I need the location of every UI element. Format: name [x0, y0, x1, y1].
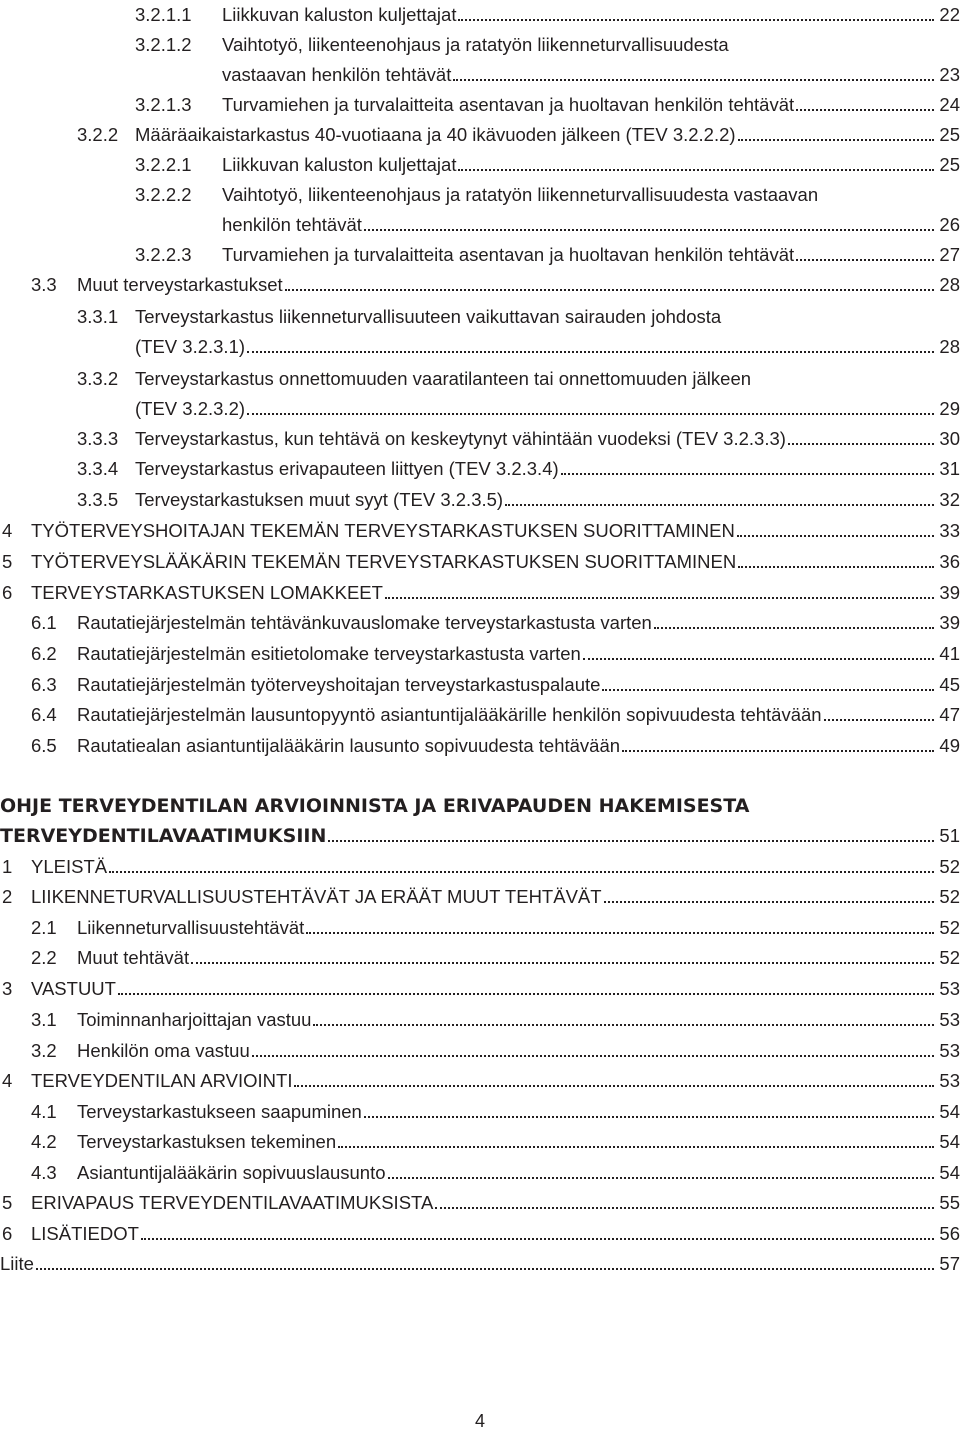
toc-entry-page: 52 [939, 856, 960, 877]
toc-entry-number: 3.2.2.1 [135, 154, 192, 175]
toc-entry-number: 6.2 [31, 643, 57, 664]
toc-entry-title: Muut terveystarkastukset [77, 270, 283, 300]
toc-entry-number: 3.3.3 [77, 428, 119, 449]
dot-leader [141, 1237, 934, 1240]
toc-entry[interactable] [0, 943, 960, 973]
toc-entry-title: Turvamiehen ja turvalaitteita asentavan ja huoltavan henkilön tehtävät [222, 90, 794, 120]
toc-entry-number: 3.3 [31, 274, 57, 295]
toc-entry-number: 3.2 [31, 1040, 57, 1061]
toc-entry-title: Toiminnanharjoittajan vastuu [77, 1005, 311, 1035]
toc-entry-page: 54 [939, 1162, 960, 1183]
toc-entry-title: Liikkuvan kaluston kuljettajat [222, 0, 456, 30]
toc-entry-title: (TEV 3.2.3.1) [135, 332, 245, 362]
toc-entry-title: Rautatiejärjestelmän työterveyshoitajan terveystarkastuspalaute [77, 670, 600, 700]
toc-entry-title: TERVEYSTARKASTUKSEN LOMAKKEET [31, 578, 383, 608]
toc-entry-page: 23 [939, 64, 960, 85]
dot-leader [796, 258, 934, 261]
toc-entry-page: 30 [939, 428, 960, 449]
dot-leader [788, 442, 934, 445]
toc-entry[interactable] [0, 639, 960, 669]
toc-entry-title: LISÄTIEDOT [31, 1219, 139, 1249]
toc-entry-title: YLEISTÄ [31, 852, 107, 882]
toc-entry-title: Liikkuvan kaluston kuljettajat [222, 150, 456, 180]
dot-leader [796, 108, 934, 111]
toc-entry-continuation[interactable] [0, 332, 960, 362]
dot-leader [252, 1054, 934, 1057]
toc-entry-title: Rautatiejärjestelmän lausuntopyyntö asiantuntijalääkärille henkilön sopivuudesta tehtävään [77, 700, 822, 730]
toc-entry-page: 36 [939, 551, 960, 572]
toc-entry-title: VASTUUT [31, 974, 116, 1004]
toc-entry-page: 49 [939, 735, 960, 756]
toc-entry-number: 6.3 [31, 674, 57, 695]
dot-leader [118, 992, 934, 995]
toc-entry-number: 1 [2, 856, 13, 877]
toc-entry-page: 27 [939, 244, 960, 265]
section-heading-line1[interactable]: OHJE TERVEYDENTILAN ARVIOINNISTA JA ERIVAPAUDEN HAKEMISESTA [0, 795, 750, 817]
toc-entry[interactable] [0, 0, 960, 30]
toc-entry-title: Rautatiealan asiantuntijalääkärin lausunto sopivuudesta tehtävään [77, 731, 620, 761]
toc-entry-page: 32 [939, 489, 960, 510]
toc-entry-page: 52 [939, 917, 960, 938]
toc-entry[interactable] [0, 1005, 960, 1035]
dot-leader [435, 1206, 934, 1209]
toc-entry-number: 3 [2, 978, 13, 999]
toc-entry-page: 53 [939, 1070, 960, 1091]
toc-entry-title: Asiantuntijalääkärin sopivuuslausunto [77, 1158, 386, 1188]
toc-entry-title: Terveystarkastus, kun tehtävä on keskeytynyt vähintään vuodeksi (TEV 3.2.3.3) [135, 424, 786, 454]
toc-entry[interactable] [0, 516, 960, 546]
toc-entry[interactable] [0, 700, 960, 730]
section-heading-entry[interactable] [0, 821, 960, 851]
toc-entry[interactable] [0, 1036, 960, 1066]
toc-entry-number: 4.1 [31, 1101, 57, 1122]
toc-entry-title: Terveystarkastuksen tekeminen [77, 1127, 336, 1157]
toc-entry-page: 22 [939, 4, 960, 25]
dot-leader [364, 1115, 934, 1118]
toc-entry-page: 26 [939, 214, 960, 235]
toc-entry-title: TERVEYDENTILAN ARVIOINTI [31, 1066, 292, 1096]
dot-leader [824, 718, 934, 721]
dot-leader [602, 688, 934, 691]
toc-entry-title: Liite [0, 1249, 34, 1279]
dot-leader [453, 78, 934, 81]
dot-leader [285, 288, 934, 291]
toc-entry-number: 2.2 [31, 947, 57, 968]
toc-entry-title: (TEV 3.2.3.2) [135, 394, 245, 424]
toc-entry-page: 54 [939, 1131, 960, 1152]
dot-leader [561, 472, 934, 475]
toc-entry-page: 51 [939, 825, 960, 846]
toc-entry[interactable] [0, 1127, 960, 1157]
toc-entry-title: Vaihtotyö, liikenteenohjaus ja ratatyön liikenneturvallisuudesta [222, 30, 729, 60]
toc-entry[interactable] [0, 364, 960, 394]
dot-leader [505, 503, 934, 506]
toc-entry-page: 52 [939, 886, 960, 907]
toc-entry-page: 53 [939, 1009, 960, 1030]
toc-entry[interactable] [0, 1249, 960, 1279]
toc-entry-page: 25 [939, 154, 960, 175]
toc-entry-title: vastaavan henkilön tehtävät [222, 60, 451, 90]
toc-entry[interactable] [0, 670, 960, 700]
toc-entry[interactable] [0, 608, 960, 638]
dot-leader [306, 931, 934, 934]
toc-entry-title: Liikenneturvallisuustehtävät [77, 913, 304, 943]
toc-entry-title: Terveystarkastus erivapauteen liittyen (TEV 3.2.3.4) [135, 454, 559, 484]
toc-entry[interactable] [0, 1066, 960, 1096]
toc-entry-title: Rautatiejärjestelmän esitietolomake terveystarkastusta varten [77, 639, 581, 669]
dot-leader [328, 839, 934, 842]
toc-entry-page: 31 [939, 458, 960, 479]
toc-entry-page: 52 [939, 947, 960, 968]
dot-leader [737, 534, 934, 537]
dot-leader [458, 168, 934, 171]
dot-leader [738, 138, 934, 141]
page-number: 4 [474, 1411, 485, 1431]
toc-entry[interactable] [0, 578, 960, 608]
dot-leader [247, 412, 934, 415]
dot-leader [294, 1084, 934, 1087]
toc-entry-page: 29 [939, 398, 960, 419]
toc-entry-number: 6.1 [31, 612, 57, 633]
dot-leader [583, 657, 934, 660]
toc-entry-title: LIIKENNETURVALLISUUSTEHTÄVÄT JA ERÄÄT MUUT TEHTÄVÄT [31, 882, 602, 912]
toc-entry-title: TYÖTERVEYSLÄÄKÄRIN TEKEMÄN TERVEYSTARKASTUKSEN SUORITTAMINEN [31, 547, 736, 577]
toc-entry[interactable] [0, 424, 960, 454]
toc-entry-page: 41 [939, 643, 960, 664]
toc-entry-page: 56 [939, 1223, 960, 1244]
dot-leader [385, 596, 934, 599]
dot-leader [738, 565, 934, 568]
toc-entry-page: 57 [939, 1253, 960, 1274]
toc-entry-number: 4.3 [31, 1162, 57, 1183]
toc-entry-page: 28 [939, 336, 960, 357]
toc-entry-title: TYÖTERVEYSHOITAJAN TEKEMÄN TERVEYSTARKASTUKSEN SUORITTAMINEN [31, 516, 735, 546]
toc-entry-number: 4 [2, 520, 13, 541]
toc-entry-continuation[interactable] [0, 60, 960, 90]
dot-leader [458, 18, 934, 21]
toc-entry-title: Vaihtotyö, liikenteenohjaus ja ratatyön liikenneturvallisuudesta vastaavan [222, 180, 818, 210]
toc-entry-page: 45 [939, 674, 960, 695]
toc-entry[interactable] [0, 974, 960, 1004]
toc-entry[interactable] [0, 240, 960, 270]
toc-entry-continuation[interactable] [0, 210, 960, 240]
toc-entry-number: 3.3.4 [77, 458, 119, 479]
toc-entry[interactable] [0, 882, 960, 912]
toc-entry[interactable] [0, 731, 960, 761]
toc-entry[interactable] [0, 120, 960, 150]
toc-entry-page: 39 [939, 612, 960, 633]
toc-entry-number: 3.3.2 [77, 368, 119, 389]
toc-entry[interactable] [0, 180, 960, 210]
dot-leader [388, 1176, 934, 1179]
toc-entry-number: 3.1 [31, 1009, 57, 1030]
toc-entry-number: 3.2.2.2 [135, 184, 192, 205]
toc-entry[interactable] [0, 90, 960, 120]
dot-leader [313, 1023, 934, 1026]
toc-entry-number: 3.2.1.2 [135, 34, 192, 55]
toc-entry[interactable] [0, 547, 960, 577]
toc-entry[interactable] [0, 852, 960, 882]
toc-entry-page: 24 [939, 94, 960, 115]
toc-entry-title: Turvamiehen ja turvalaitteita asentavan ja huoltavan henkilön tehtävät [222, 240, 794, 270]
toc-entry-title: henkilön tehtävät [222, 210, 362, 240]
toc-entry-title: Terveystarkastuksen muut syyt (TEV 3.2.3.5) [135, 485, 503, 515]
toc-entry-title: ERIVAPAUS TERVEYDENTILAVAATIMUKSISTA [31, 1188, 433, 1218]
toc-entry[interactable] [0, 1188, 960, 1218]
toc-entry-page: 47 [939, 704, 960, 725]
dot-leader [604, 900, 934, 903]
toc-entry-title: Terveystarkastus liikenneturvallisuuteen vaikuttavan sairauden johdosta [135, 302, 721, 332]
toc-entry-continuation[interactable] [0, 394, 960, 424]
toc-entry[interactable] [0, 302, 960, 332]
toc-entry[interactable] [0, 485, 960, 515]
toc-entry[interactable] [0, 1097, 960, 1127]
toc-entry-number: 4.2 [31, 1131, 57, 1152]
toc-entry-number: 3.3.1 [77, 306, 119, 327]
toc-entry-number: 6 [2, 1223, 13, 1244]
toc-entry[interactable] [0, 1158, 960, 1188]
toc-entry[interactable] [0, 270, 960, 300]
toc-entry-title: Terveystarkastukseen saapuminen [77, 1097, 362, 1127]
dot-leader [109, 870, 934, 873]
toc-entry[interactable] [0, 913, 960, 943]
toc-entry-title: Rautatiejärjestelmän tehtävänkuvauslomake terveystarkastusta varten [77, 608, 652, 638]
toc-entry-number: 2.1 [31, 917, 57, 938]
toc-entry[interactable] [0, 30, 960, 60]
dot-leader [247, 350, 934, 353]
dot-leader [364, 228, 934, 231]
toc-entry-title: Henkilön oma vastuu [77, 1036, 250, 1066]
toc-entry-title: Määräaikaistarkastus 40-vuotiaana ja 40 ikävuoden jälkeen (TEV 3.2.2.2) [135, 120, 736, 150]
section-heading-line2: TERVEYDENTILAVAATIMUKSIIN [0, 821, 326, 851]
toc-entry-page: 33 [939, 520, 960, 541]
toc-entry[interactable] [0, 454, 960, 484]
toc-entry-number: 6 [2, 582, 13, 603]
dot-leader [622, 749, 934, 752]
toc-entry-page: 53 [939, 978, 960, 999]
toc-entry-number: 3.2.1.1 [135, 4, 192, 25]
toc-entry-number: 3.2.2.3 [135, 244, 192, 265]
toc-entry-number: 4 [2, 1070, 13, 1091]
toc-entry-number: 3.2.2 [77, 124, 119, 145]
toc-entry-page: 54 [939, 1101, 960, 1122]
toc-entry[interactable] [0, 150, 960, 180]
toc-entry-page: 53 [939, 1040, 960, 1061]
dot-leader [191, 961, 934, 964]
toc-entry-title: Muut tehtävät [77, 943, 189, 973]
toc-entry[interactable] [0, 1219, 960, 1249]
toc-entry-number: 3.3.5 [77, 489, 119, 510]
toc-entry-title: Terveystarkastus onnettomuuden vaaratilanteen tai onnettomuuden jälkeen [135, 364, 751, 394]
toc-entry-page: 25 [939, 124, 960, 145]
toc-entry-page: 39 [939, 582, 960, 603]
toc-entry-number: 2 [2, 886, 13, 907]
toc-entry-number: 5 [2, 1192, 13, 1213]
toc-entry-number: 3.2.1.3 [135, 94, 192, 115]
toc-entry-number: 5 [2, 551, 13, 572]
dot-leader [654, 626, 934, 629]
toc-entry-number: 6.5 [31, 735, 57, 756]
toc-entry-number: 6.4 [31, 704, 57, 725]
toc-entry-page: 28 [939, 274, 960, 295]
dot-leader [36, 1267, 934, 1270]
toc-entry-page: 55 [939, 1192, 960, 1213]
dot-leader [338, 1145, 934, 1148]
